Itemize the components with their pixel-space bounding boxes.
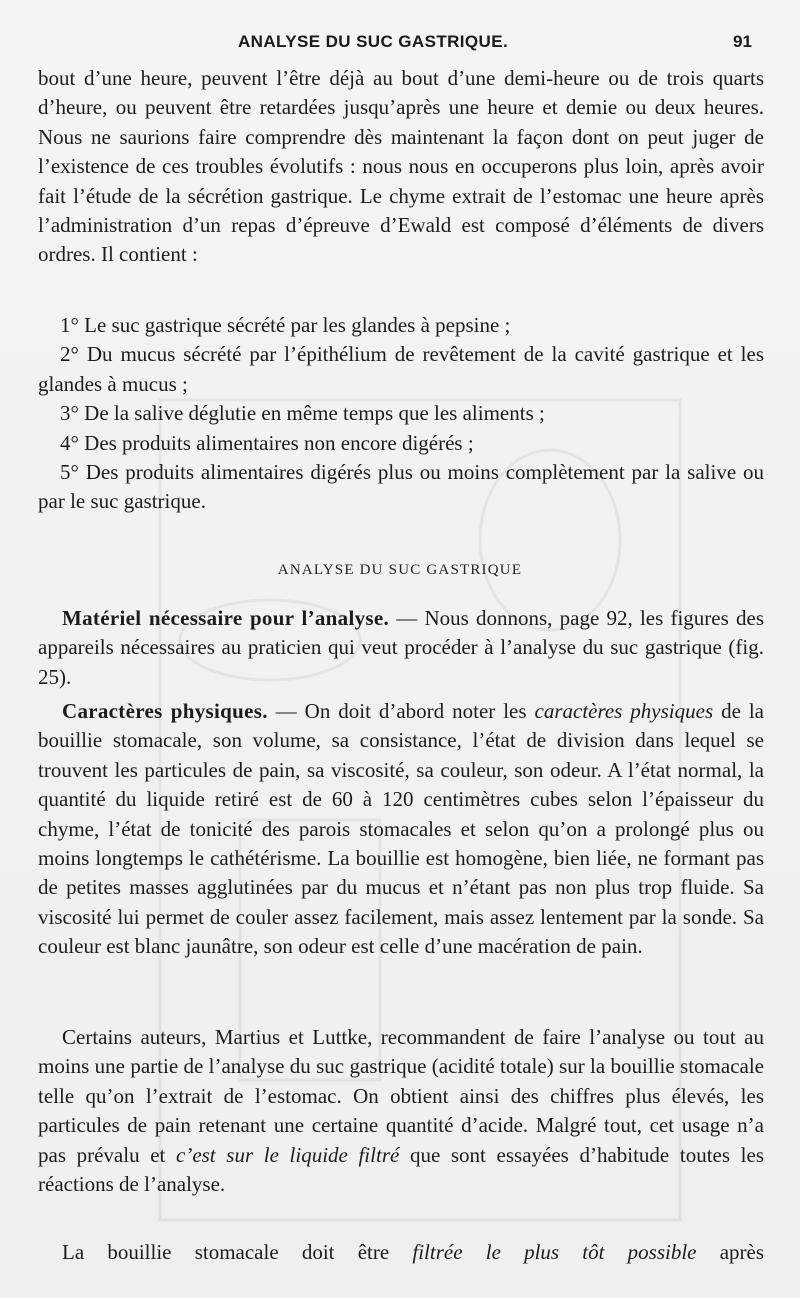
auteurs-text-1: Certains auteurs, Martius et Luttke, recommandent de faire l’analyse ou tout au moins une partie de l’analyse du suc gastrique (acidité totale) sur la bouillie stomacale telle qu’on l’extrait de l’estomac. On obtient ainsi des chiffres plus élevés, les particules de pain retenant une certaine quantité d’acide. Malgré tout, cet usage n’a pas prévalu et: [38, 1025, 764, 1167]
bouillie-text-2: après: [696, 1240, 765, 1264]
running-head: [0, 30, 800, 56]
auteurs-text-2: que sont essayées d’habitude toutes les réactions de l’analyse.: [38, 1142, 764, 1197]
page-number: 91: [733, 32, 752, 51]
materiel-text: — Nous donnons, page 92, les figures des appareils nécessaires au praticien qui veut procéder à l’analyse du suc gastrique (fig. 25).: [38, 606, 764, 689]
bouillie-paragraph: [38, 1238, 764, 1267]
bouillie-italic: filtrée le plus tôt possible: [412, 1240, 697, 1264]
list-item: 2° Du mucus sécrété par l’épithélium de revêtement de la cavité gastrique et les glandes à mucus ;: [38, 342, 764, 396]
materiel-lead: Matériel nécessaire pour l’analyse.: [62, 606, 390, 630]
list-item: 4° Des produits alimentaires non encore digérés ;: [60, 430, 474, 455]
caracteres-italic: caractères physiques: [534, 699, 714, 723]
auteurs-italic: c’est sur le liquide filtré: [176, 1142, 400, 1167]
list-item: 5° Des produits alimentaires digérés plus ou moins complètement par la salive ou par le suc gastrique.: [38, 460, 764, 514]
caracteres-lead: Caractères physiques.: [62, 699, 268, 723]
running-title: ANALYSE DU SUC GASTRIQUE.: [238, 32, 509, 51]
intro-paragraph: bout d’une heure, peuvent l’être déjà au bout d’une demi-heure ou de trois quarts d’heure, ou peuvent être retardées jusqu’après une heure et demie ou deux heures. Nous ne saurions faire comprendre dès maintenant la façon dont on peut juger de l’existence de ces troubles évolutifs : nous nous en occuperons plus loin, après avoir fait l’étude de la sécrétion gastrique. Le chyme extrait de l’estomac une heure après l’administration d’un repas d’épreuve d’Ewald est composé d’éléments de divers ordres. Il contient :: [38, 66, 764, 267]
caracteres-paragraph: [38, 697, 764, 962]
caracteres-text-2: de la bouillie stomacale, son volume, sa consistance, l’état de division dans lequel se trouvent les particules de pain, sa viscosité, sa couleur, son odeur. A l’état normal, la quantité du liquide retiré est de 60 à 120 centimètres cubes selon l’épaisseur du chyme, l’état de tonicité des parois stomacales et selon qu’on a prolongé plus ou moins longtemps le cathétérisme. La bouillie est homogène, bien liée, ne formant pas de petites masses agglutinées par du mucus et n’étant pas non plus trop fluide. Sa viscosité lui permet de couler assez facilement, mais assez lentement par la sonde. Sa couleur est blanc jaunâtre, son odeur est celle d’une macération de pain.: [38, 699, 764, 959]
list-item: 3° De la salive déglutie en même temps que les aliments ;: [60, 401, 545, 426]
materiel-paragraph: [38, 604, 764, 692]
section-heading: ANALYSE DU SUC GASTRIQUE: [277, 562, 523, 578]
bouillie-text-1: La bouillie stomacale doit être: [62, 1240, 413, 1264]
caracteres-text-1: — On doit d’abord noter les: [267, 699, 535, 723]
auteurs-paragraph: [38, 1023, 764, 1199]
list-item: 1° Le suc gastrique sécrété par les glandes à pepsine ;: [60, 313, 511, 337]
contents-list: [38, 311, 764, 517]
